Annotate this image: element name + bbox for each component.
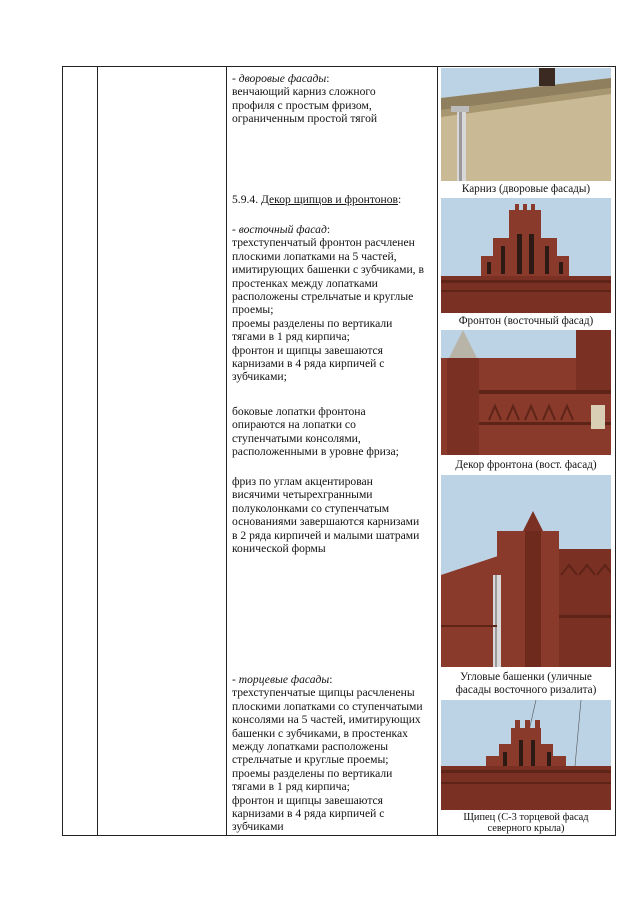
text-line: конической формы — [232, 542, 326, 556]
text-line: опираются на лопатки со — [232, 418, 356, 432]
text-line: висячими четырехгранными — [232, 488, 373, 502]
text-line: имитирующих башенки с зубчиками, в — [232, 263, 424, 277]
table-border-left — [62, 66, 63, 836]
text-block-frieze — [232, 475, 436, 555]
caption-gable-decor: Декор фронтона (вост. фасад) — [455, 459, 597, 471]
text-line: фриз по углам акцентирован — [232, 475, 373, 488]
text-line: полуколонками со ступенчатым — [232, 501, 390, 515]
colon: : — [326, 223, 331, 236]
caption-cornice: Карниз (дворовые фасады) — [461, 183, 591, 195]
text-line: венчающий карниз сложного — [232, 85, 376, 99]
table-border-top — [62, 66, 616, 67]
text-line: тягами в 1 ряд кирпича; — [232, 780, 350, 794]
text-line: ограниченным простой тягой — [232, 112, 378, 126]
caption-line: фасады восточного ризалита) — [455, 684, 597, 696]
photo-corner-turrets — [441, 475, 611, 667]
text-line: фронтон и щипцы завешаются — [232, 343, 384, 357]
text-line: консолями на 5 частей, имитирующих — [232, 713, 421, 727]
text-line: проемы; — [232, 303, 274, 317]
heading-end-facades: - торцевые фасады — [232, 673, 330, 686]
text-block-pilasters — [232, 405, 436, 459]
caption-gable-east: Фронтон (восточный фасад) — [458, 315, 594, 327]
text-line: карнизами в 4 ряда кирпичей с — [232, 357, 385, 371]
table-divider-2 — [226, 66, 227, 836]
text-line: трехступенчатые щипцы расчленены — [232, 686, 415, 700]
text-line: плоскими лопатками со ступенчатыми — [232, 699, 423, 713]
section-number: 5.9.4. — [232, 193, 261, 206]
colon: : — [326, 72, 330, 85]
colon: : — [329, 673, 333, 686]
text-line: расположены стрельчатые и круглые — [232, 290, 414, 304]
caption-line: северного крыла) — [487, 823, 565, 835]
text-block-east — [232, 223, 436, 384]
heading-east-facade: - восточный фасад — [232, 223, 327, 236]
photo-gable-decor — [441, 330, 611, 455]
text-line: трехступенчатый фронтон расчленен — [232, 236, 415, 250]
text-line: тягами в 1 ряд кирпича; — [232, 330, 350, 344]
text-line: боковые лопатки фронтона — [232, 405, 366, 418]
text-line: зубчиками — [232, 820, 284, 834]
caption-end-gable — [437, 812, 615, 835]
photo-gable-east — [441, 198, 611, 313]
text-line: основаниями завершаются карнизами — [232, 515, 420, 529]
section-title: Декор щипцов и фронтонов — [260, 193, 399, 206]
photo-cornice — [441, 68, 611, 181]
caption-line: Щипец (С-3 торцевой фасад — [463, 812, 589, 823]
table-divider-3 — [437, 66, 438, 836]
text-line: башенки с зубчиками, в простенках — [232, 726, 408, 740]
colon: : — [398, 193, 402, 206]
text-block-end-facades — [232, 673, 436, 834]
heading-courtyard-facades: - дворовые фасады — [232, 72, 327, 85]
text-line: зубчиками; — [232, 370, 287, 384]
photo-end-gable — [441, 700, 611, 810]
text-line: проемы разделены по вертикали — [232, 316, 393, 330]
text-line: расположенными в уровне фриза; — [232, 445, 399, 459]
text-line: фронтон и щипцы завешаются — [232, 793, 384, 807]
table-border-right — [615, 66, 616, 836]
text-line: карнизами в 4 ряда кирпичей с — [232, 807, 385, 821]
table-border-bottom — [62, 835, 616, 836]
caption-line: Угловые башенки (уличные — [460, 671, 592, 683]
text-line: простенках между лопатками — [232, 276, 378, 290]
text-line: ступенчатыми консолями, — [232, 431, 361, 445]
section-heading — [232, 193, 436, 206]
text-line: проемы разделены по вертикали — [232, 766, 393, 780]
text-line: плоскими лопатками на 5 частей, — [232, 249, 397, 263]
text-line: в 2 ряда кирпичей и малыми шатрами — [232, 528, 420, 542]
table-divider-1 — [97, 66, 98, 836]
text-block-courtyard — [232, 72, 436, 126]
text-line: стрельчатые и круглые проемы; — [232, 753, 389, 767]
text-line: профиля с простым фризом, — [232, 98, 372, 112]
text-line: между лопатками расположены — [232, 740, 389, 754]
caption-corner-turrets — [437, 671, 615, 697]
